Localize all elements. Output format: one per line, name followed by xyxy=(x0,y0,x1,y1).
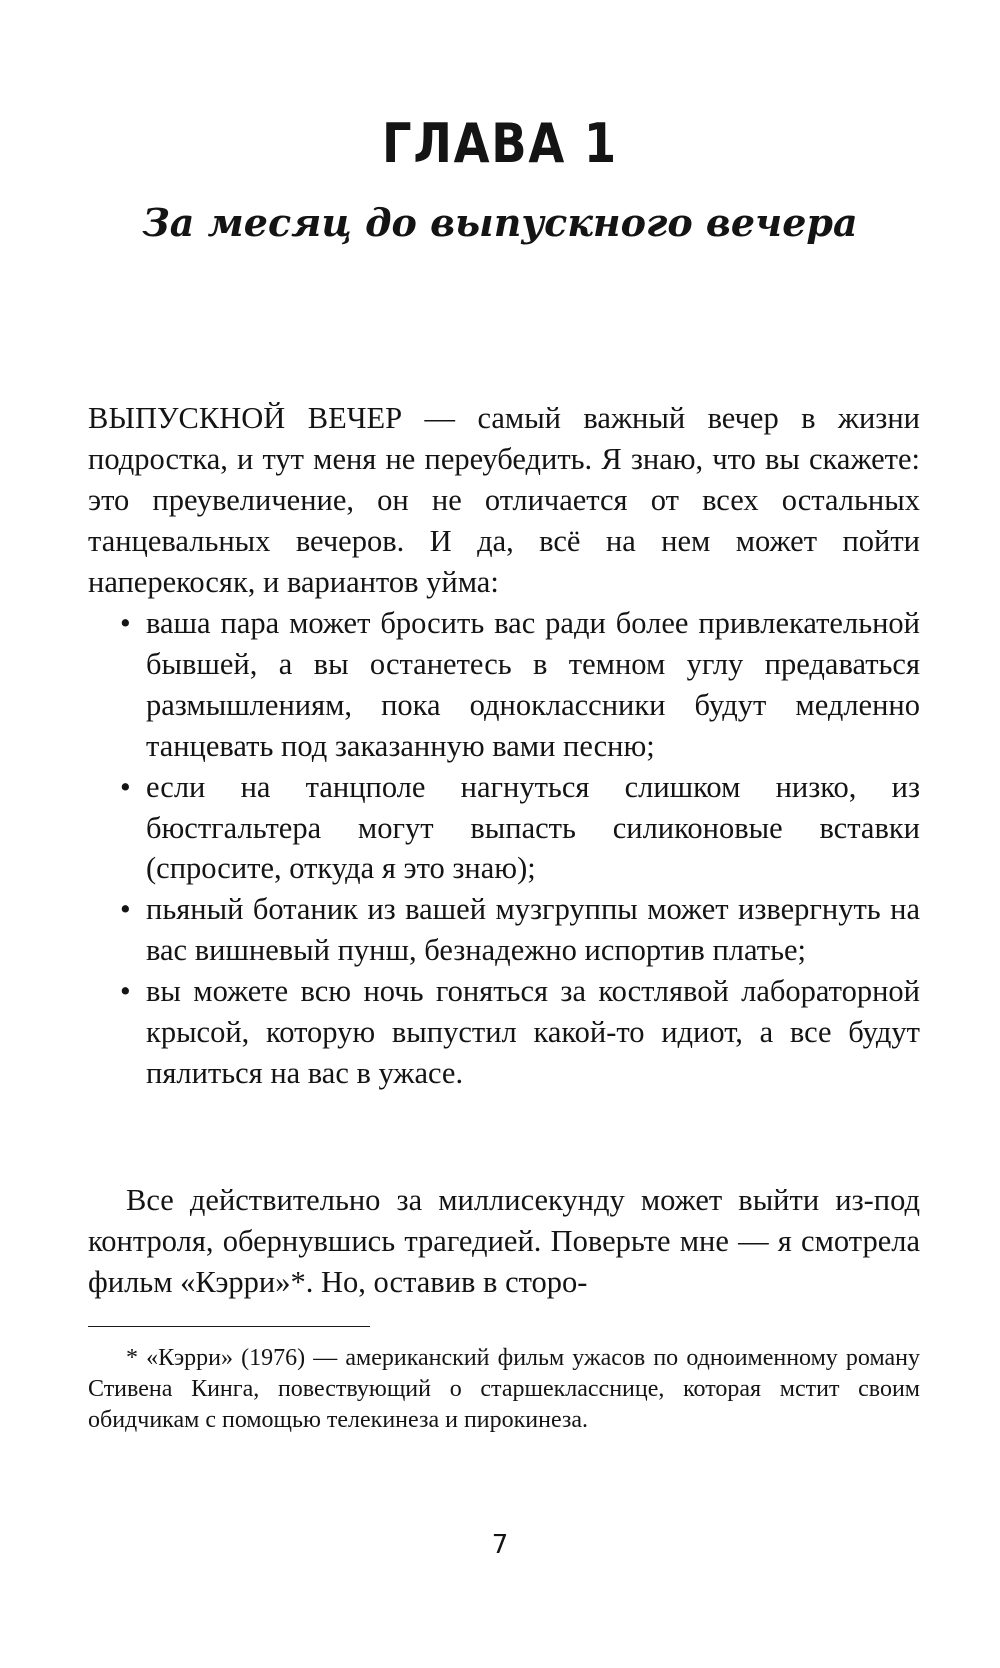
chapter-subtitle: За месяц до выпускного вечера xyxy=(142,200,858,245)
page-number: 7 xyxy=(491,1530,509,1560)
footnote-divider xyxy=(88,1326,370,1327)
list-item-text: ваша пара может бросить вас ради более привлекательной бывшей, а вы останетесь в темном углу предаваться размышлениям, пока одноклассники будут медленно танцевать под заказанную вами песню; xyxy=(146,606,920,763)
bullet-marker: • xyxy=(120,769,131,804)
list-item-text: вы можете всю ночь гоняться за костлявой лабораторной крысой, которую выпустил какой-то идиот, а все будут пялиться на вас в ужасе. xyxy=(146,974,920,1090)
bullet-marker: • xyxy=(120,606,131,640)
list-item xyxy=(88,603,920,767)
bullet-list xyxy=(88,603,920,1094)
list-item xyxy=(88,767,920,890)
list-item-text: пьяный ботаник из вашей музгруппы может извергнуть на вас вишневый пунш, безнадежно испортив платье; xyxy=(146,892,920,968)
list-item xyxy=(88,889,920,971)
closing-paragraph: Все действительно за миллисекунду может выйти из-под контроля, обернувшись трагедией. Поверьте мне — я смотрела фильм «Кэрри»*. Но, оставив в сторо- xyxy=(88,1183,920,1299)
footnote: * «Кэрри» (1976) — американский фильм ужасов по одноименному роману Стивена Кинга, повествующий о старшекласснице, которая мстит своим обидчикам с помощью телекинеза и пирокинеза. xyxy=(88,1345,920,1433)
bullet-marker: • xyxy=(120,974,131,1009)
chapter-title: ГЛАВА 1 xyxy=(382,112,618,175)
list-item-text: если на танцполе нагнуться слишком низко, из бюстгальтера могут выпасть силиконовые вставки (спросите, откуда я это знаю); xyxy=(146,769,920,886)
bullet-marker: • xyxy=(120,892,131,927)
list-item xyxy=(88,971,920,1094)
intro-paragraph: ВЫПУСКНОЙ ВЕЧЕР — самый важный вечер в жизни подростка, и тут меня не переубедить. Я знаю, что вы скажете: это преувеличение, он не отличается от всех остальных танцевальных вечеров. И да, всё на нем может пойти наперекосяк, и вариантов уйма: xyxy=(88,401,920,599)
